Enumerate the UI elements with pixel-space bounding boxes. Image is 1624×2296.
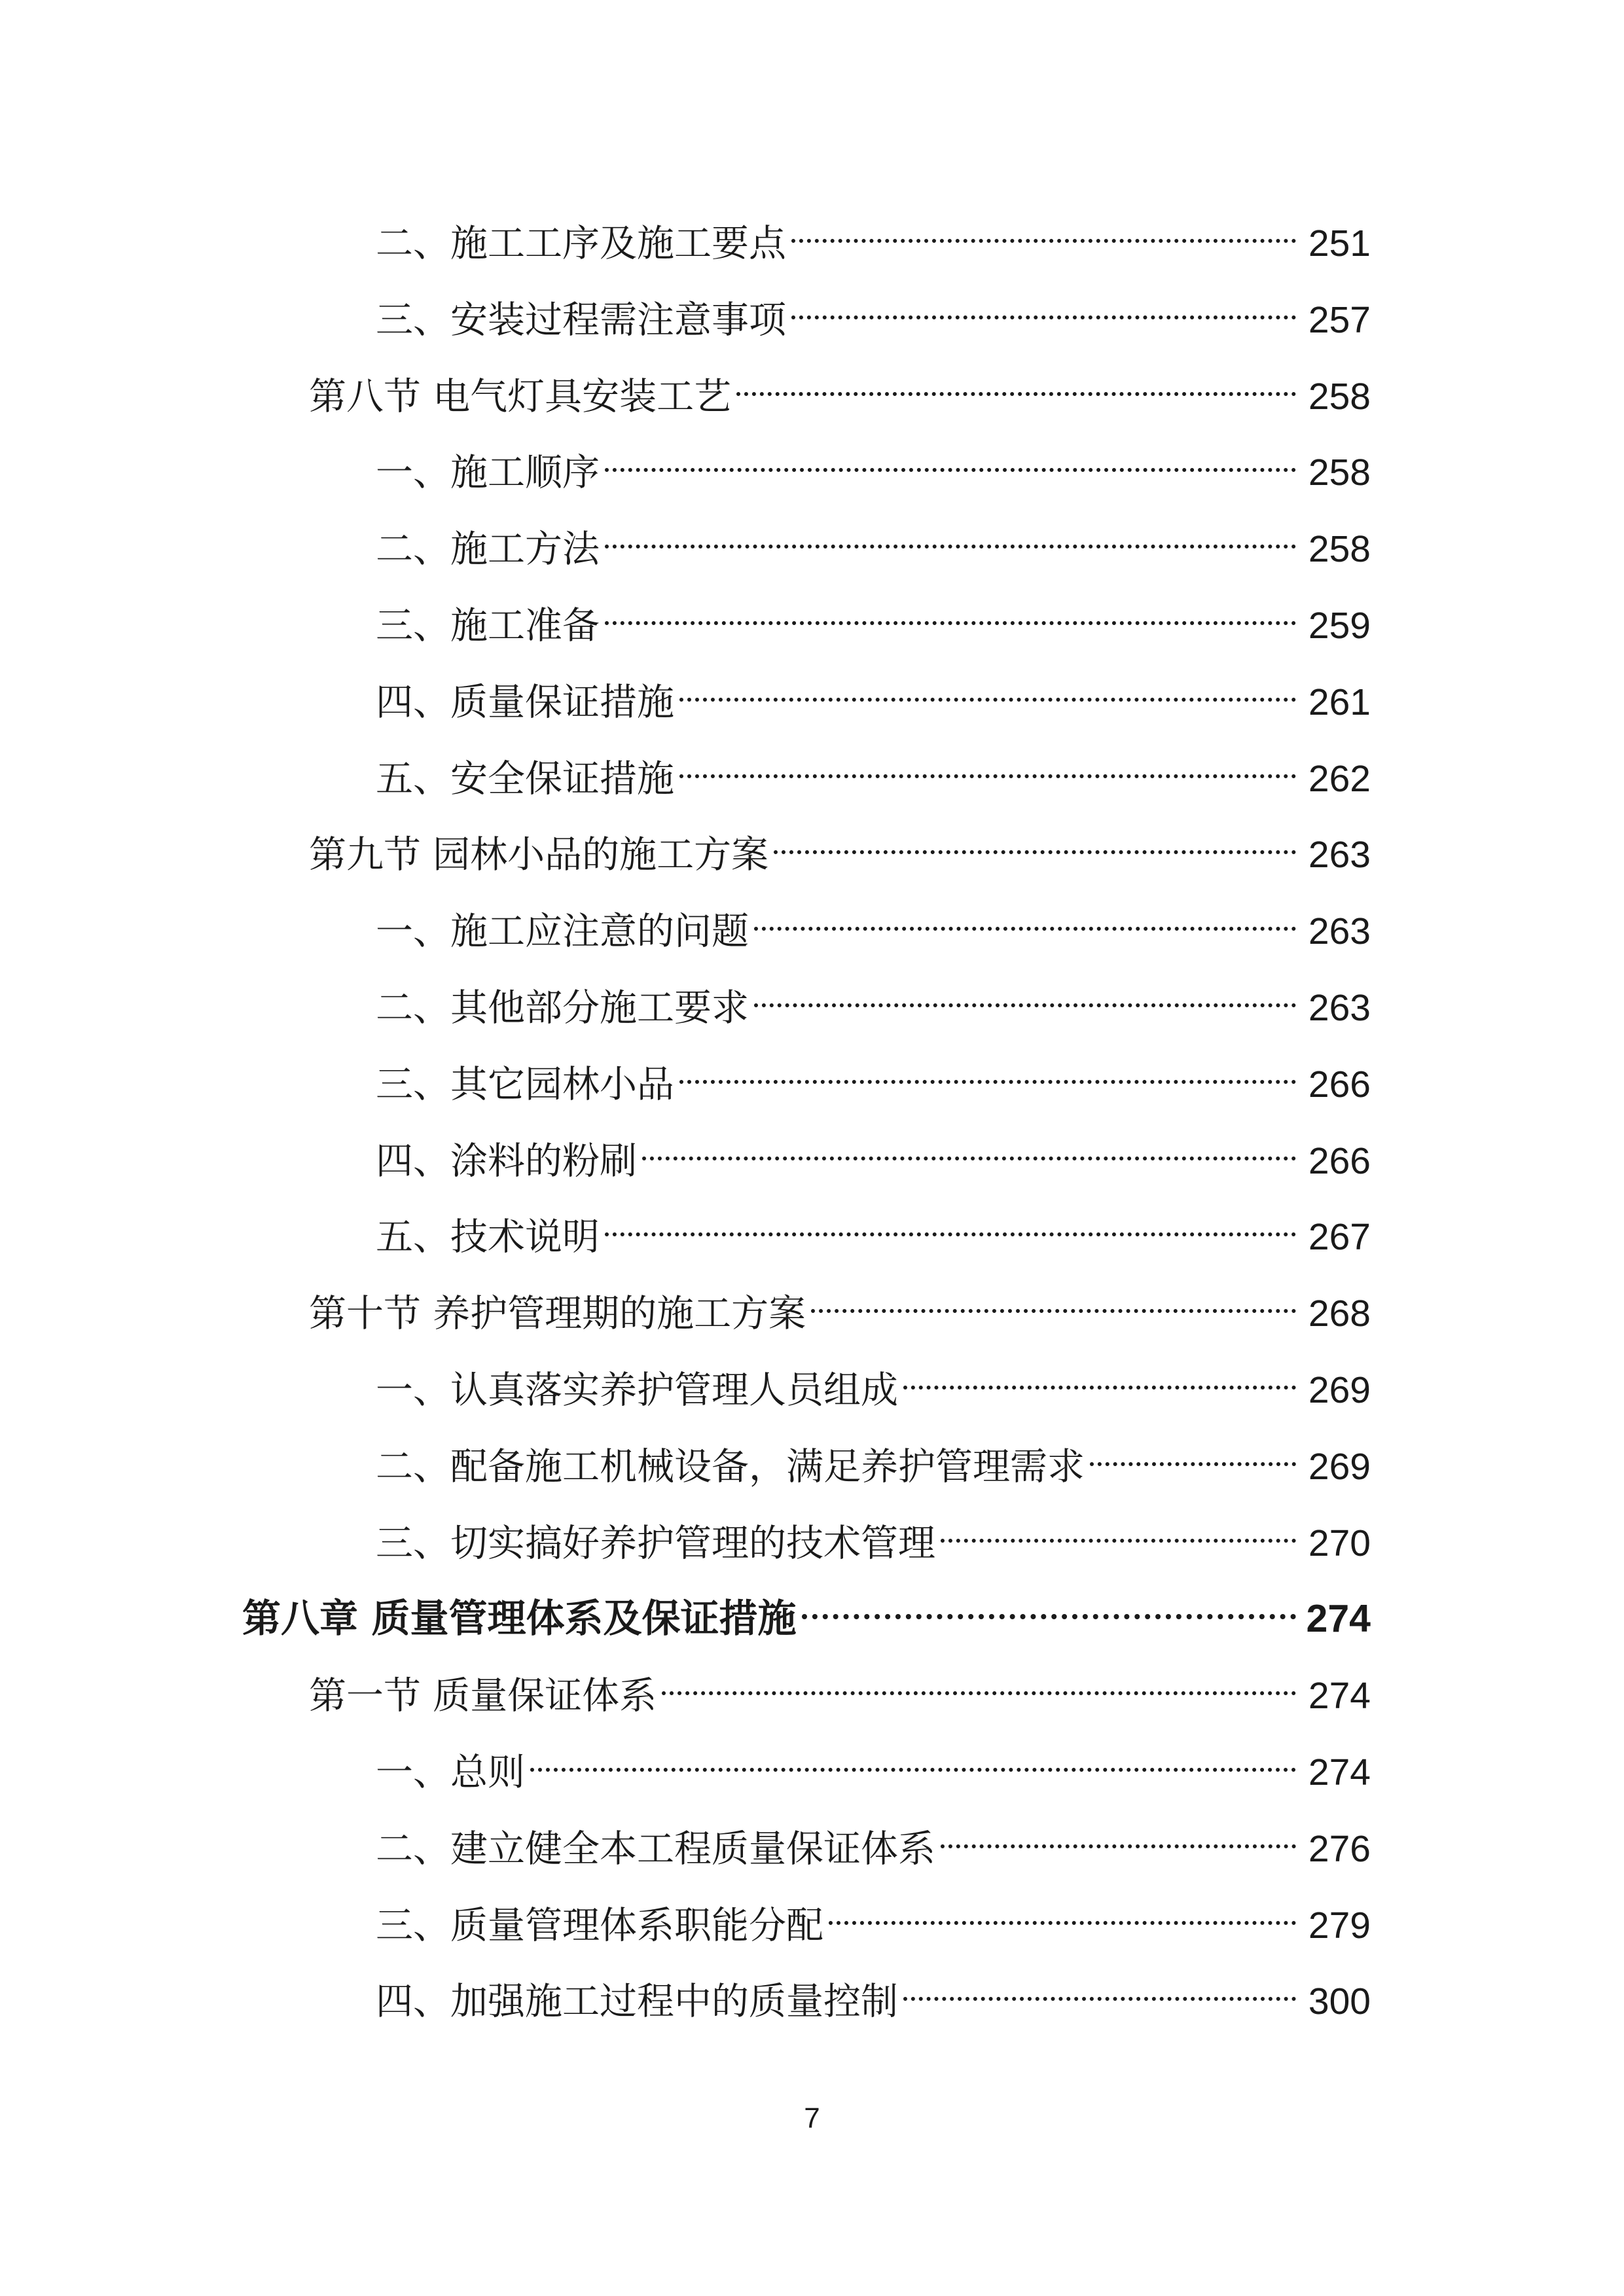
- toc-dot-leader: [754, 891, 1296, 944]
- toc-dot-leader: [605, 509, 1296, 562]
- toc-entry[interactable]: [376, 1732, 1371, 1794]
- toc-entry[interactable]: [376, 1427, 1371, 1488]
- toc-dot-leader: [530, 1732, 1296, 1785]
- toc-entry[interactable]: [376, 739, 1371, 800]
- toc-entry[interactable]: [376, 280, 1371, 342]
- toc-dot-leader: [679, 739, 1296, 791]
- toc-entry-page: 268: [1308, 1293, 1371, 1335]
- toc-dot-leader: [941, 1809, 1296, 1861]
- toc-dot-leader: [941, 1503, 1296, 1556]
- toc-entry-title: 第一节 质量保证体系: [309, 1674, 657, 1717]
- toc-dot-leader: [605, 586, 1296, 638]
- toc-entry-title: 二、配备施工机械设备，满足养护管理需求: [376, 1445, 1085, 1488]
- toc-entry-page: 269: [1308, 1446, 1371, 1488]
- toc-entry[interactable]: [376, 1809, 1371, 1871]
- toc-dot-leader: [802, 1579, 1296, 1632]
- toc-entry-title: 五、技术说明: [376, 1215, 600, 1259]
- toc-entry-page: 262: [1308, 758, 1371, 800]
- toc-entry-page: 263: [1308, 910, 1371, 952]
- toc-entry[interactable]: [376, 1350, 1371, 1412]
- toc-entry[interactable]: [376, 662, 1371, 724]
- toc-entry-page: 266: [1308, 1140, 1371, 1182]
- toc-entry-page: 263: [1308, 987, 1371, 1029]
- toc-entry-title: 三、施工准备: [376, 604, 600, 647]
- toc-entry-title: 第九节 园林小品的施工方案: [309, 833, 769, 876]
- toc-entry[interactable]: [376, 968, 1371, 1030]
- toc-entry[interactable]: [376, 509, 1371, 571]
- toc-dot-leader: [903, 1962, 1296, 2014]
- toc-dot-leader: [829, 1886, 1296, 1938]
- toc-entry-page: 274: [1308, 1751, 1371, 1793]
- toc-dot-leader: [774, 815, 1296, 867]
- toc-entry-page: 258: [1308, 376, 1371, 418]
- toc-entry[interactable]: [376, 204, 1371, 265]
- toc-entry-title: 二、施工工序及施工要点: [376, 222, 786, 265]
- toc-dot-leader: [662, 1656, 1296, 1708]
- toc-entry-page: 274: [1308, 1675, 1371, 1717]
- toc-entry-title: 三、安装过程需注意事项: [376, 298, 786, 342]
- toc-entry-page: 300: [1308, 1981, 1371, 2022]
- toc-dot-leader: [605, 433, 1296, 485]
- toc-dot-leader: [811, 1274, 1296, 1326]
- toc-entry-title: 三、切实搞好养护管理的技术管理: [376, 1522, 935, 1565]
- toc-entry-page: 251: [1308, 223, 1371, 264]
- toc-entry-page: 258: [1308, 528, 1371, 570]
- toc-entry-title: 三、质量管理体系职能分配: [376, 1904, 823, 1947]
- toc-entry[interactable]: [376, 1962, 1371, 2023]
- toc-entry-title: 第十节 养护管理期的施工方案: [309, 1292, 806, 1335]
- toc-entry-title: 第八节 电气灯具安装工艺: [309, 375, 732, 418]
- toc-entry[interactable]: [309, 1274, 1371, 1335]
- toc-dot-leader: [903, 1350, 1296, 1403]
- toc-entry[interactable]: [376, 1503, 1371, 1565]
- toc-entry-title: 一、施工顺序: [376, 451, 600, 494]
- toc-entry[interactable]: [242, 1579, 1371, 1641]
- toc-entry[interactable]: [309, 1656, 1371, 1717]
- toc-entry-page: 267: [1308, 1216, 1371, 1258]
- toc-entry[interactable]: [376, 891, 1371, 953]
- toc-entry[interactable]: [376, 586, 1371, 647]
- toc-entry-title: 一、认真落实养护管理人员组成: [376, 1369, 898, 1412]
- toc-entry-page: 274: [1306, 1597, 1371, 1640]
- toc-entry-title: 三、其它园林小品: [376, 1063, 674, 1106]
- toc-entry[interactable]: [309, 357, 1371, 418]
- toc-dot-leader: [642, 1121, 1296, 1174]
- toc-entry-title: 二、施工方法: [376, 528, 600, 571]
- toc-entry-page: 279: [1308, 1905, 1371, 1946]
- toc-entry-page: 266: [1308, 1064, 1371, 1105]
- toc-entry-title: 一、施工应注意的问题: [376, 910, 749, 953]
- toc-entry[interactable]: [376, 1045, 1371, 1106]
- toc-entry[interactable]: [376, 1197, 1371, 1259]
- toc-entry-title: 四、涂料的粉刷: [376, 1139, 637, 1183]
- toc-entry-page: 257: [1308, 299, 1371, 341]
- toc-entry-title: 第八章 质量管理体系及保证措施: [242, 1596, 797, 1641]
- toc-dot-leader: [791, 204, 1296, 256]
- toc-dot-leader: [679, 662, 1296, 715]
- toc-entry-title: 一、总则: [376, 1751, 525, 1794]
- toc-dot-leader: [1090, 1427, 1296, 1479]
- toc-dot-leader: [679, 1045, 1296, 1097]
- toc-entry-page: 263: [1308, 834, 1371, 876]
- toc-entry-page: 270: [1308, 1522, 1371, 1564]
- toc-entry-page: 259: [1308, 605, 1371, 647]
- toc-entry-page: 261: [1308, 681, 1371, 723]
- toc-entry-title: 二、建立健全本工程质量保证体系: [376, 1827, 935, 1871]
- toc-entry-title: 五、安全保证措施: [376, 757, 674, 800]
- toc-dot-leader: [605, 1197, 1296, 1249]
- toc-entry[interactable]: [376, 1886, 1371, 1947]
- toc-entry[interactable]: [376, 433, 1371, 494]
- toc-entry-title: 二、其他部分施工要求: [376, 986, 749, 1030]
- toc-entry[interactable]: [309, 815, 1371, 876]
- toc-entry-title: 四、加强施工过程中的质量控制: [376, 1980, 898, 2023]
- toc-entry-page: 258: [1308, 452, 1371, 493]
- toc-entry[interactable]: [376, 1121, 1371, 1183]
- page-number: 7: [804, 2102, 820, 2134]
- toc-entry-page: 276: [1308, 1828, 1371, 1870]
- toc-dot-leader: [736, 357, 1296, 409]
- toc-entry-title: 四、质量保证措施: [376, 681, 674, 724]
- toc-entry-page: 269: [1308, 1369, 1371, 1411]
- toc-dot-leader: [791, 280, 1296, 332]
- toc-dot-leader: [754, 968, 1296, 1020]
